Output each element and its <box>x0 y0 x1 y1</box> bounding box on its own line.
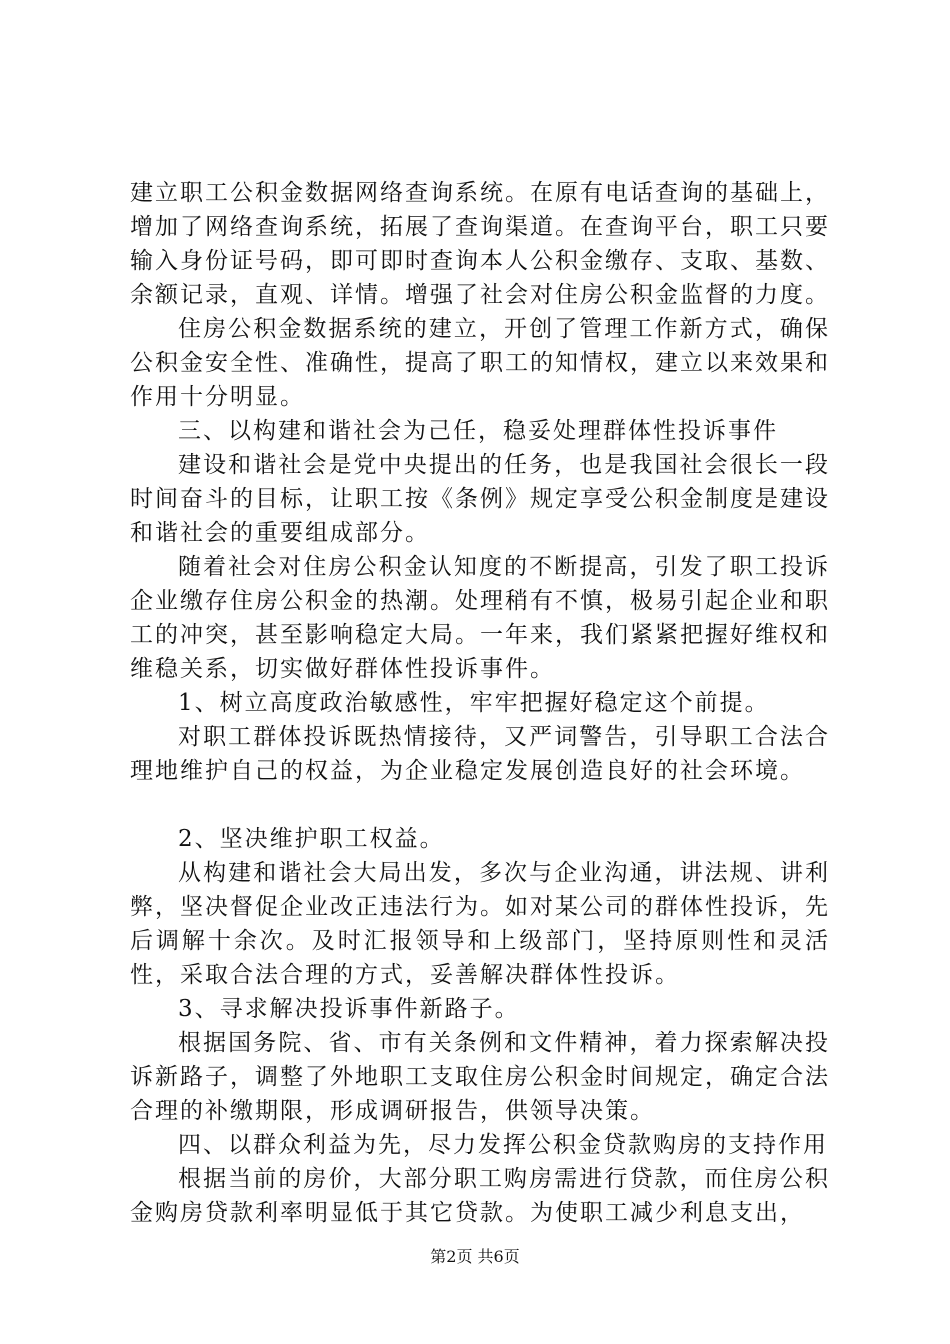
paragraph: 住房公积金数据系统的建立，开创了管理工作新方式，确保公积金安全性、准确性，提高了职工的知情权，建立以来效果和作用十分明显。 <box>130 316 830 410</box>
paragraph: 建设和谐社会是党中央提出的任务，也是我国社会很长一段时间奋斗的目标，让职工按《条例》规定享受公积金制度是建设和谐社会的重要组成部分。 <box>130 452 830 546</box>
section-heading: 三、以构建和谐社会为己任，稳妥处理群体性投诉事件 <box>178 418 778 444</box>
section-heading: 四、以群众利益为先，尽力发挥公积金贷款购房的支持作用 <box>178 1132 828 1158</box>
paragraph: 从构建和谐社会大局出发，多次与企业沟通，讲法规、讲利弊，坚决督促企业改正违法行为。如对某公司的群体性投诉，先后调解十余次。及时汇报领导和上级部门，坚持原则性和灵活性，采取合法合理的方式，妥善解决群体性投诉。 <box>130 860 830 988</box>
paragraph: 根据国务院、省、市有关条例和文件精神，着力探索解决投诉新路子，调整了外地职工支取住房公积金时间规定，确定合法合理的补缴期限，形成调研报告，供领导决策。 <box>130 1030 830 1124</box>
paragraph: 根据当前的房价，大部分职工购房需进行贷款，而住房公积金购房贷款利率明显低于其它贷款。为使职工减少利息支出， <box>130 1166 830 1226</box>
subheading: 3、寻求解决投诉事件新路子。 <box>178 996 520 1022</box>
document-body <box>130 176 830 1230</box>
paragraph: 随着社会对住房公积金认知度的不断提高，引发了职工投诉企业缴存住房公积金的热潮。处理稍有不慎，极易引起企业和职工的冲突，甚至影响稳定大局。一年来，我们紧紧把握好维权和维稳关系，切实做好群体性投诉事件。 <box>130 554 830 682</box>
paragraph: 建立职工公积金数据网络查询系统。在原有电话查询的基础上，增加了网络查询系统，拓展了查询渠道。在查询平台，职工只要输入身份证号码，即可即时查询本人公积金缴存、支取、基数、余额记录，直观、详情。增强了社会对住房公积金监督的力度。 <box>130 180 830 308</box>
subheading: 2、坚决维护职工权益。 <box>178 826 445 852</box>
page-footer: 第2页 共6页 <box>430 1247 520 1266</box>
paragraph: 对职工群体投诉既热情接待，又严词警告，引导职工合法合理地维护自己的权益，为企业稳定发展创造良好的社会环境。 <box>130 724 830 784</box>
subheading: 1、树立高度政治敏感性，牢牢把握好稳定这个前提。 <box>178 690 770 716</box>
